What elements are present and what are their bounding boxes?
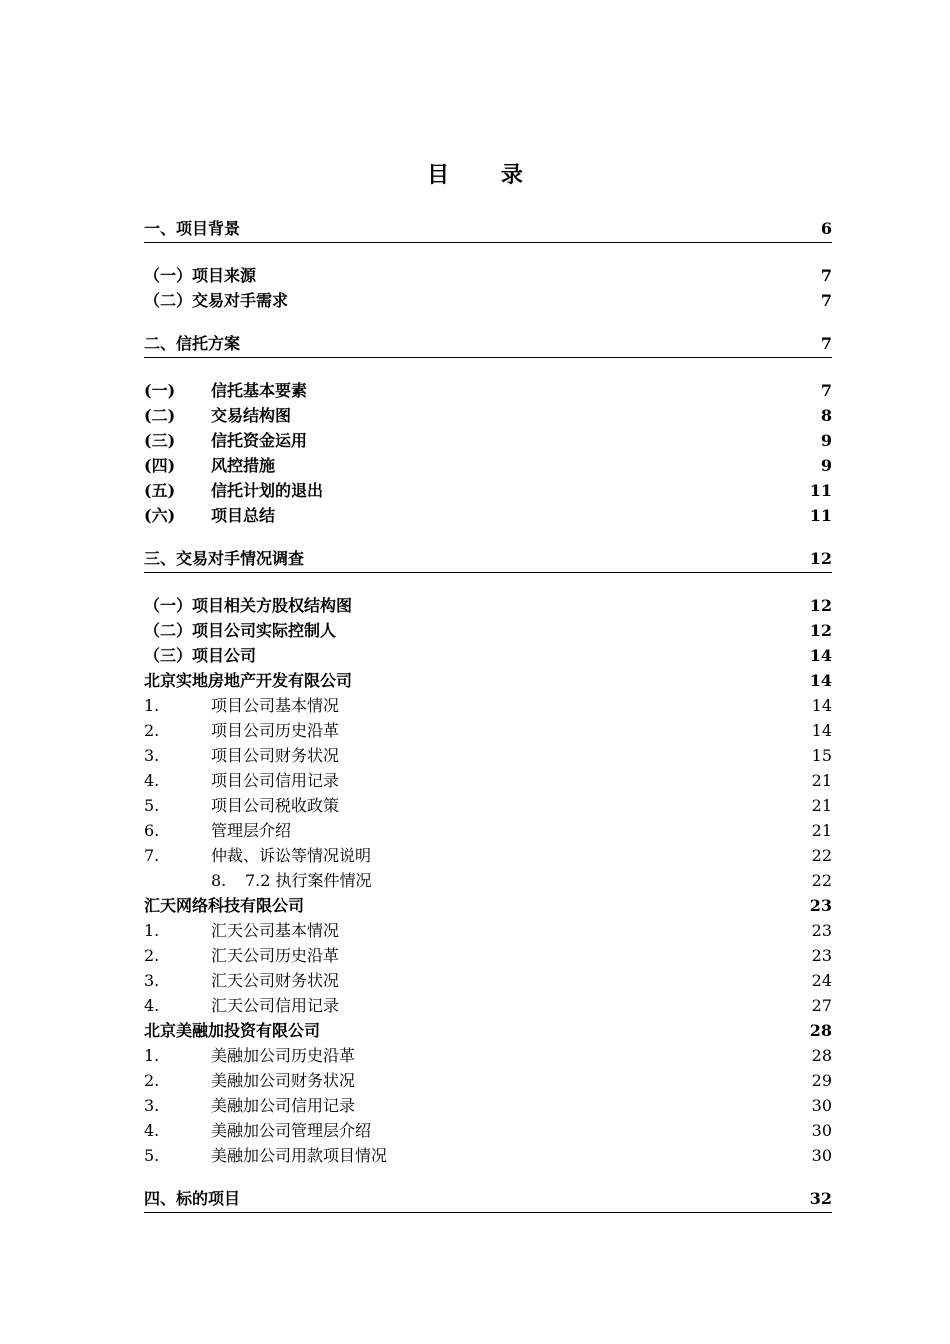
toc-entry[interactable]: [144, 503, 832, 528]
toc-entry-page: 12: [809, 596, 832, 615]
toc-entry[interactable]: [144, 378, 832, 403]
toc-entry-number: 4.: [144, 1121, 160, 1140]
toc-entry-page: 14: [809, 671, 832, 690]
toc-entry-title: 风控措施: [211, 456, 276, 475]
toc-entry-number: 1.: [144, 696, 160, 715]
toc-entry-title: 项目公司基本情况: [211, 696, 340, 715]
toc-entry-title: 三、交易对手情况调查: [144, 549, 305, 568]
toc-entry-page: 22: [811, 871, 832, 890]
toc-entry-title: 汇天公司基本情况: [211, 921, 340, 940]
toc-entry-number: 2.: [144, 946, 160, 965]
toc-entry-page: 21: [811, 771, 832, 790]
toc-entry-number: 6.: [144, 821, 160, 840]
toc-entry-title: 美融加公司历史沿革: [211, 1046, 356, 1065]
toc-entry-title: 美融加公司管理层介绍: [211, 1121, 372, 1140]
toc-chapter-entry[interactable]: [144, 548, 832, 573]
toc-entry-title: 项目公司历史沿革: [211, 721, 340, 740]
toc-entry[interactable]: [144, 868, 832, 893]
toc-chapter-entry[interactable]: [144, 333, 832, 358]
toc-entry[interactable]: [144, 1018, 832, 1043]
toc-entry-title: 汇天公司信用记录: [211, 996, 340, 1015]
toc-entry-title: 汇天公司历史沿革: [211, 946, 340, 965]
toc-entry-number: 5.: [144, 796, 160, 815]
toc-entry-number: 3.: [144, 1096, 160, 1115]
toc-entry-number: 2.: [144, 1071, 160, 1090]
toc-entry-number: (一): [144, 381, 176, 400]
toc-entry[interactable]: [144, 718, 832, 743]
toc-entry-title: （一）项目相关方股权结构图: [144, 596, 353, 615]
toc-entry[interactable]: [144, 428, 832, 453]
toc-entry[interactable]: [144, 893, 832, 918]
toc-entry[interactable]: [144, 668, 832, 693]
toc-entry[interactable]: [144, 943, 832, 968]
toc-entry[interactable]: [144, 743, 832, 768]
toc-entry-title: 管理层介绍: [211, 821, 292, 840]
toc-entry-page: 32: [809, 1189, 832, 1208]
toc-entry[interactable]: [144, 593, 832, 618]
toc-entry-number: 4.: [144, 771, 160, 790]
toc-entry-number: 1.: [144, 1046, 160, 1065]
toc-entry-page: 11: [809, 481, 832, 500]
toc-entry-title: （三）项目公司: [144, 646, 257, 665]
toc-entry-title: 美融加公司财务状况: [211, 1071, 356, 1090]
toc-entry-number: (三): [144, 431, 176, 450]
toc-entry-page: 7: [820, 334, 832, 353]
toc-entry-number: 3.: [144, 971, 160, 990]
toc-entry-title: 二、信托方案: [144, 334, 241, 353]
toc-entry-page: 21: [811, 821, 832, 840]
toc-entry-page: 7: [820, 266, 832, 285]
toc-entry-title: 信托计划的退出: [211, 481, 324, 500]
toc-entry-title: 一、项目背景: [144, 219, 241, 238]
toc-entry-number: 3.: [144, 746, 160, 765]
toc-entry[interactable]: [144, 1093, 832, 1118]
toc-entry-page: 28: [809, 1021, 832, 1040]
toc-gap: [144, 1168, 832, 1188]
toc-entry-title: （一）项目来源: [144, 266, 257, 285]
toc-entry-title: 美融加公司信用记录: [211, 1096, 356, 1115]
toc-entry[interactable]: [144, 918, 832, 943]
toc-gap: [144, 358, 832, 378]
toc-entry-page: 23: [809, 896, 832, 915]
toc-entry-page: 30: [811, 1096, 832, 1115]
toc-entry[interactable]: [144, 478, 832, 503]
toc-entry[interactable]: [144, 1143, 832, 1168]
toc-entry-title: 仲裁、诉讼等情况说明: [211, 846, 372, 865]
toc-entry-page: 23: [811, 921, 832, 940]
toc-entry[interactable]: [144, 643, 832, 668]
toc-entry-page: 14: [809, 646, 832, 665]
toc-entry-page: 24: [811, 971, 832, 990]
toc-entry[interactable]: [144, 768, 832, 793]
toc-entry-number: 7.: [144, 846, 160, 865]
toc-gap: [144, 243, 832, 263]
toc-entry-page: 7: [820, 291, 832, 310]
toc-entry-page: 6: [820, 219, 832, 238]
toc-entry-page: 30: [811, 1121, 832, 1140]
toc-entry-number: 5.: [144, 1146, 160, 1165]
toc-chapter-entry[interactable]: [144, 218, 832, 243]
toc-entry-number: (二): [144, 406, 176, 425]
toc-entry[interactable]: [144, 993, 832, 1018]
toc-entry-title: 项目公司信用记录: [211, 771, 340, 790]
toc-entry[interactable]: [144, 793, 832, 818]
toc-entry-title: 项目总结: [211, 506, 276, 525]
toc-entry-title: 7.2 执行案件情况: [245, 871, 372, 890]
toc-gap: [144, 528, 832, 548]
toc-entry-page: 7: [820, 381, 832, 400]
toc-title: 目 录: [427, 162, 545, 188]
toc-entry-title: 四、标的项目: [144, 1189, 241, 1208]
toc-entry[interactable]: [144, 968, 832, 993]
toc-entry-page: 15: [811, 746, 832, 765]
toc-entry-title: 北京美融加投资有限公司: [144, 1021, 321, 1040]
toc-entry-page: 28: [811, 1046, 832, 1065]
toc-entry-page: 21: [811, 796, 832, 815]
toc-entry-number: 4.: [144, 996, 160, 1015]
toc-entry[interactable]: [144, 618, 832, 643]
toc-entry-number: 8.: [211, 871, 227, 890]
toc-entry-page: 12: [809, 549, 832, 568]
toc-entry-page: 22: [811, 846, 832, 865]
toc-entry-number: (六): [144, 506, 176, 525]
toc-entry[interactable]: [144, 1043, 832, 1068]
toc-entry-page: 30: [811, 1146, 832, 1165]
toc-entry-number: (四): [144, 456, 176, 475]
table-of-contents: [144, 218, 832, 1213]
toc-entry-page: 8: [820, 406, 832, 425]
toc-entry-number: 1.: [144, 921, 160, 940]
toc-entry-page: 27: [811, 996, 832, 1015]
toc-entry[interactable]: [144, 693, 832, 718]
toc-entry-page: 14: [811, 721, 832, 740]
toc-entry-title: （二）项目公司实际控制人: [144, 621, 337, 640]
toc-entry[interactable]: [144, 1068, 832, 1093]
toc-entry-page: 14: [811, 696, 832, 715]
toc-entry[interactable]: [144, 263, 832, 288]
toc-entry[interactable]: [144, 1118, 832, 1143]
toc-entry[interactable]: [144, 843, 832, 868]
toc-entry-title: （二）交易对手需求: [144, 291, 289, 310]
toc-entry-page: 23: [811, 946, 832, 965]
toc-entry-title: 美融加公司用款项目情况: [211, 1146, 388, 1165]
toc-gap: [144, 313, 832, 333]
toc-entry-title: 北京实地房地产开发有限公司: [144, 671, 353, 690]
toc-entry-title: 项目公司财务状况: [211, 746, 340, 765]
toc-entry-page: 29: [811, 1071, 832, 1090]
toc-gap: [144, 573, 832, 593]
toc-entry-page: 9: [820, 431, 832, 450]
toc-entry-title: 信托资金运用: [211, 431, 308, 450]
toc-entry-number: (五): [144, 481, 176, 500]
toc-entry-number: 2.: [144, 721, 160, 740]
toc-entry-page: 12: [809, 621, 832, 640]
toc-entry-title: 汇天网络科技有限公司: [144, 896, 305, 915]
toc-entry-title: 交易结构图: [211, 406, 292, 425]
toc-chapter-entry[interactable]: [144, 1188, 832, 1213]
toc-entry[interactable]: [144, 453, 832, 478]
toc-entry-title: 项目公司税收政策: [211, 796, 340, 815]
toc-entry[interactable]: [144, 818, 832, 843]
toc-entry-page: 9: [820, 456, 832, 475]
toc-entry-page: 11: [809, 506, 832, 525]
toc-entry[interactable]: [144, 403, 832, 428]
toc-entry-title: 信托基本要素: [211, 381, 308, 400]
toc-entry[interactable]: [144, 288, 832, 313]
toc-entry-title: 汇天公司财务状况: [211, 971, 340, 990]
